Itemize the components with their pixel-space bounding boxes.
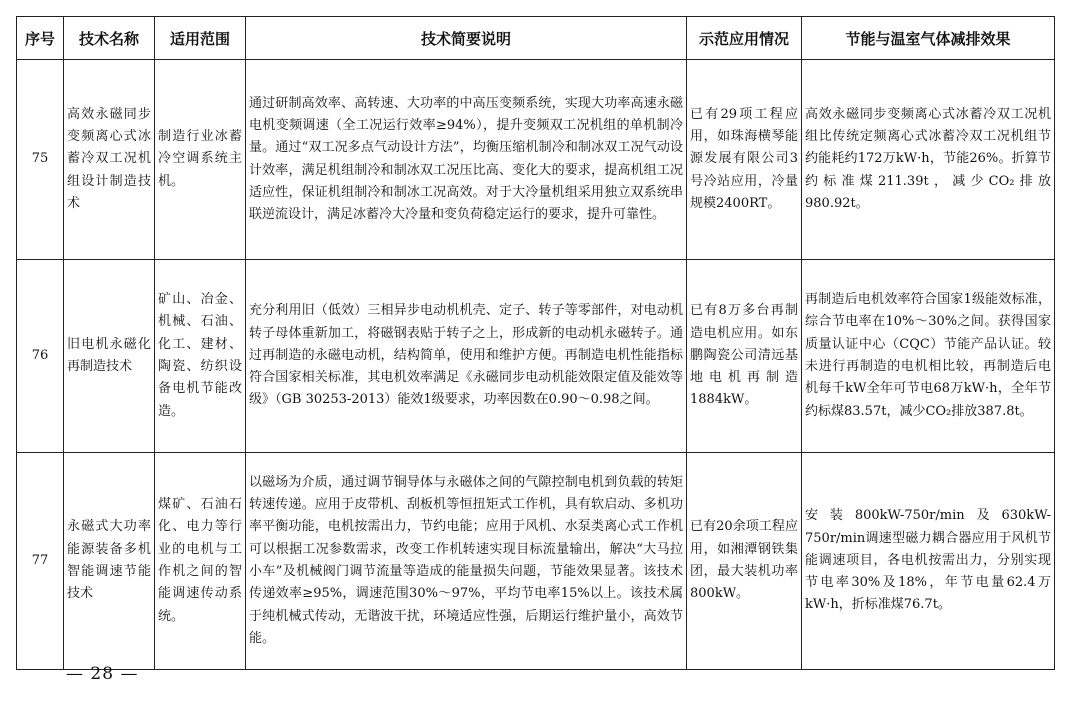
page-number: — 28 —: [66, 664, 139, 684]
cell-energy-saving-effect: 再制造后电机效率符合国家1级能效标准，综合节电率在10%～30%之间。获得国家质量认证中心（CQC）节能产品认证。较未进行再制造的电机相比较，再制造后电机每千kW全年可节电68万kW·h，全年节约标煤83.57t，减少CO₂排放387.8t。: [802, 260, 1055, 453]
header-energy-saving-effect: 节能与温室气体减排效果: [802, 17, 1055, 60]
cell-technology-name: 旧电机永磁化再制造技术: [64, 260, 155, 453]
table-row: [17, 60, 1055, 260]
cell-demonstration-application: 已有8万多台再制造电机应用。如东鹏陶瓷公司清远基地电机再制造1884kW。: [687, 260, 802, 453]
table-row: [17, 453, 1055, 670]
cell-technology-description: 充分利用旧（低效）三相异步电动机机壳、定子、转子等零部件，对电动机转子母体重新加工，将磁钢表贴于转子之上，形成新的电动机永磁转子。通过再制造的永磁电动机，结构简单，使用和维护方便。再制造电机性能指标符合国家相关标准，其电机效率满足《永磁同步电动机能效限定值及能效等级》（GB 30253-2013）能效1级要求，功率因数在0.90～0.98之间。: [246, 260, 687, 453]
header-application-scope: 适用范围: [155, 17, 246, 60]
cell-demonstration-application: 已有20余项工程应用，如湘潭钢铁集团，最大装机功率800kW。: [687, 453, 802, 670]
cell-technology-name: 永磁式大功率能源装备多机智能调速节能技术: [64, 453, 155, 670]
table-header-row: [17, 17, 1055, 60]
header-demonstration-application: 示范应用情况: [687, 17, 802, 60]
header-serial-number: 序号: [17, 17, 64, 60]
technology-table: [16, 16, 1055, 670]
cell-technology-description: 以磁场为介质，通过调节铜导体与永磁体之间的气隙控制电机到负载的转矩转速传递。应用于皮带机、刮板机等恒扭矩式工作机，具有软启动、多机功率平衡功能，电机按需出力，节约电能；应用于风机、水泵类离心式工作机可以根据工况参数需求，改变工作机转速实现目标流量输出，解决“大马拉小车”及机械阀门调节流量等造成的能量损失问题，节能效果显著。该技术传递效率≥95%，调速范围30%～97%，平均节电率15%以上。该技术属于纯机械式传动，无谐波干扰，环境适应性强，后期运行维护量小，高效节能。: [246, 453, 687, 670]
cell-demonstration-application: 已有29项工程应用，如珠海横琴能源发展有限公司3号冷站应用，冷量规模2400RT。: [687, 60, 802, 260]
header-technology-name: 技术名称: [64, 17, 155, 60]
cell-application-scope: 矿山、冶金、机械、石油、化工、建材、陶瓷、纺织设备电机节能改造。: [155, 260, 246, 453]
cell-technology-description: 通过研制高效率、高转速、大功率的中高压变频系统，实现大功率高速永磁电机变频调速（全工况运行效率≥94%），提升变频双工况机组的单机制冷量。通过“双工况多点气动设计方法”，均衡压缩机制冷和制冰双工况气动设计效率，满足机组制冷和制冰双工况压比高、变化大的要求，提高机组工况适应性，保证机组制冷和制冰工况高效。对于大冷量机组采用独立双系统串联逆流设计，满足冰蓄冷大冷量和变负荷稳定运行的要求，提升可靠性。: [246, 60, 687, 260]
cell-energy-saving-effect: 安装800kW-750r/min及630kW-750r/min调速型磁力耦合器应用于风机节能调速项目，各电机按需出力，分别实现节电率30%及18%，年节电量62.4万kW·h，折标准煤76.7t。: [802, 453, 1055, 670]
cell-application-scope: 煤矿、石油石化、电力等行业的电机与工作机之间的智能调速传动系统。: [155, 453, 246, 670]
cell-serial-number: 75: [17, 60, 64, 260]
cell-energy-saving-effect: 高效永磁同步变频离心式冰蓄冷双工况机组比传统定频离心式冰蓄冷双工况机组节约能耗约172万kW·h，节能26%。折算节约标准煤211.39t，减少CO₂排放980.92t。: [802, 60, 1055, 260]
cell-serial-number: 76: [17, 260, 64, 453]
cell-serial-number: 77: [17, 453, 64, 670]
cell-application-scope: 制造行业冰蓄冷空调系统主机。: [155, 60, 246, 260]
header-technology-description: 技术简要说明: [246, 17, 687, 60]
table-row: [17, 260, 1055, 453]
cell-technology-name: 高效永磁同步变频离心式冰蓄冷双工况机组设计制造技术: [64, 60, 155, 260]
